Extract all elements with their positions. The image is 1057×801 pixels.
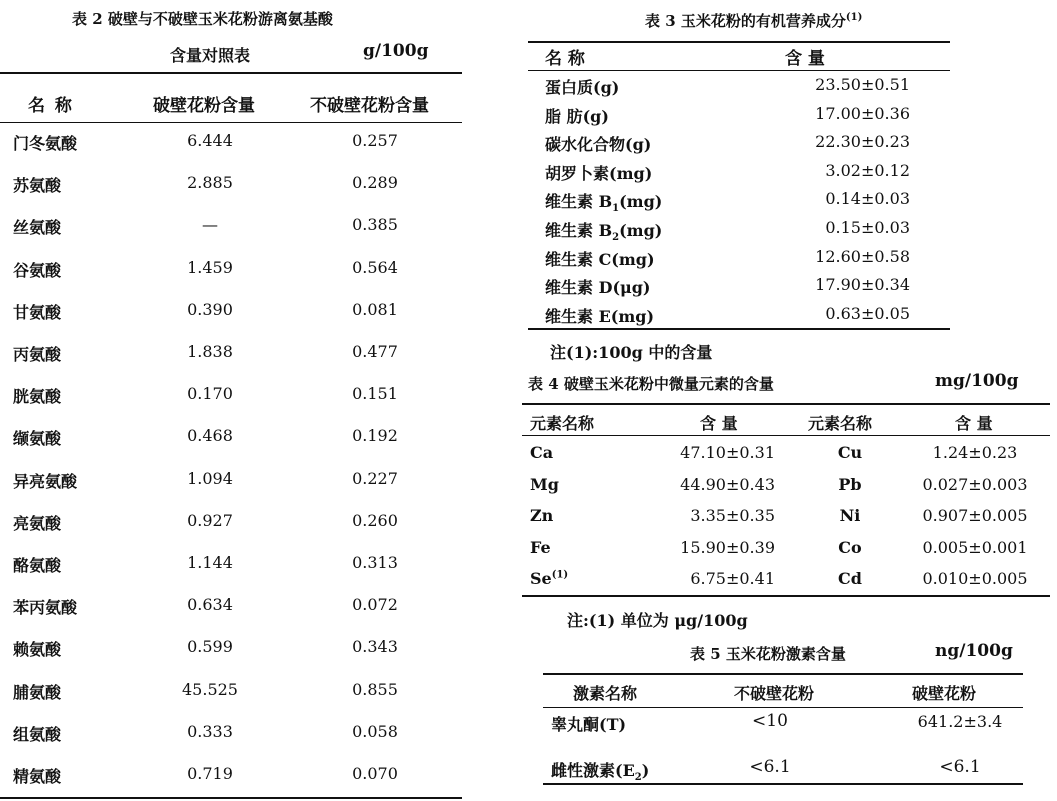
table2-cell-unbroken: 0.072 [352,595,398,615]
table4-caption: 表 4 破壁玉米花粉中微量元素的含量 [528,375,774,393]
table4-cell-element1: Fe [530,537,551,557]
table3-cell-name: 维生素 E(mg) [545,306,655,326]
table2-cell-broken: 1.144 [187,553,233,572]
table2-cell-unbroken: 0.343 [352,637,398,657]
table2-header-broken: 破壁花粉含量 [153,96,255,116]
table4-header-element1: 元素名称 [530,414,595,433]
table2-cell-unbroken: 0.070 [352,764,398,783]
table5-row2-name-text: 雌性激素(E [551,761,635,780]
table2-cell-name: 丝氨酸 [13,218,62,238]
table3-header-amount: 含 量 [785,49,825,69]
table5-caption: 表 5 玉米花粉激素含量 [690,645,846,663]
table2-header-rule [0,122,462,123]
table5-header-unbroken: 不破壁花粉 [734,684,815,703]
table5-row1-name: 睾丸酮(T) [551,715,627,734]
table3-cell-amount: 17.00±0.36 [815,103,910,123]
table2-cell-unbroken: 0.313 [352,553,398,572]
table2-cell-unbroken: 0.855 [352,679,398,699]
table2-caption-line2: 含量对照表 [170,46,251,65]
table3-caption-text: 表 3 玉米花粉的有机营养成分 [645,12,846,30]
table3-cell-amount: 0.15±0.03 [825,218,910,237]
table2-cell-broken: 6.444 [187,131,233,150]
table3-cell-amount: 17.90±0.34 [815,275,910,295]
table2-cell-broken: 0.468 [187,426,233,446]
table5-row2-close-paren: ) [641,761,650,780]
table3-header-name: 名 称 [545,49,585,69]
table5-row2-broken: <6.1 [939,757,981,777]
table2-cell-name: 胱氨酸 [13,387,62,407]
table3-caption-note-mark: (1) [845,12,863,23]
table4-cell-element2: Ni [839,506,861,525]
table4-header-rule [522,435,1050,436]
table4-cell-element2: Cu [837,443,863,462]
table2-cell-broken: 0.390 [187,299,233,319]
table2-header-name: 名 称 [28,96,74,116]
table2-cell-unbroken: 0.257 [352,131,398,150]
table3-cell-amount: 23.50±0.51 [815,75,910,94]
table4-unit: mg/100g [935,371,1019,391]
table4-bottom-rule [522,595,1050,597]
table4-cell-element2: Pb [838,474,862,494]
table5-row1-unbroken: <10 [752,711,788,731]
table4-top-rule [522,403,1050,405]
table4-cell-element1 [530,569,568,588]
table2-cell-name: 脯氨酸 [13,682,62,702]
table2-cell-name: 酪氨酸 [13,556,62,575]
table4-cell-amount2: 1.24±0.23 [932,443,1018,462]
table3-header-rule [528,70,950,71]
table3-cell-amount: 3.02±0.12 [825,160,910,180]
table4-cell-amount2: 0.907±0.005 [922,506,1028,525]
table4-cell-element1-text: Se [530,569,552,588]
table2-cell-unbroken: 0.151 [352,384,398,404]
table2-cell-name: 缬氨酸 [13,429,62,449]
table5-header-name: 激素名称 [573,684,638,703]
table3-cell-name [545,189,663,215]
table2-cell-name: 精氨酸 [13,767,62,786]
table3-cell-name: 胡罗卜素(mg) [545,163,653,183]
table3-cell-name: 脂 肪(g) [545,106,609,126]
table3-cell-subscript: 2 [612,232,620,244]
table2-cell-broken: 0.719 [187,764,233,783]
table2-cell-name: 组氨酸 [13,724,62,744]
table2-cell-unbroken: 0.385 [352,215,398,235]
table4-header-amount2: 含 量 [955,414,993,433]
table2-cell-unbroken: 0.260 [352,510,398,530]
table4-cell-amount2: 0.027±0.003 [922,474,1028,494]
table2-cell-name: 苏氨酸 [13,176,62,196]
table4-cell-element1: Ca [530,443,554,462]
table5-row2-unbroken: <6.1 [749,757,791,777]
table2-cell-broken: 0.333 [187,721,233,741]
table3-cell-name: 维生素 C(mg) [545,249,655,269]
table4-cell-amount1: 44.90±0.43 [680,474,775,494]
table2-cell-unbroken: 0.289 [352,173,398,193]
table4-cell-element2: Co [838,537,862,557]
table3-caption [645,10,862,31]
table3-cell-amount: 12.60±0.58 [815,246,910,266]
table2-cell-broken: 45.525 [182,679,238,699]
table3-cell-amount: 0.63±0.05 [825,303,910,323]
table3-cell-unit: (mg) [619,192,663,212]
table4-note: 注:(1) 单位为 μg/100g [567,611,748,630]
table2-top-rule [0,72,462,74]
table4-cell-amount2: 0.005±0.001 [922,537,1028,557]
table2-cell-unbroken: 0.564 [352,257,398,277]
table2-cell-name: 丙氨酸 [13,345,62,364]
table4-cell-amount1: 6.75±0.41 [690,569,775,588]
table4-cell-amount1: 47.10±0.31 [680,443,775,462]
table2-cell-name: 甘氨酸 [13,302,62,322]
table2-cell-name: 亮氨酸 [13,513,62,533]
table2-cell-name: 谷氨酸 [13,260,62,280]
table3-note: 注(1):100g 中的含量 [550,343,713,362]
table5-top-rule [543,673,1023,675]
table3-cell-name-text: 维生素 B [545,192,613,212]
table3-cell-unit: (mg) [619,221,663,240]
table5-header-broken: 破壁花粉 [912,684,977,703]
table3-top-rule [528,41,950,43]
table2-cell-unbroken: 0.227 [352,468,398,488]
table2-cell-unbroken: 0.192 [352,426,398,446]
table2-cell-unbroken: 0.081 [352,299,398,319]
table4-cell-element2: Cd [838,569,862,588]
table2-cell-name: 异亮氨酸 [13,471,78,491]
table5-row1-broken: 641.2±3.4 [917,712,1003,731]
table2-cell-broken: 0.927 [187,510,233,530]
table2-unit: g/100g [363,41,429,61]
table3-bottom-rule [528,328,950,330]
table2-cell-broken: 0.170 [187,384,233,404]
table4-cell-amount2: 0.010±0.005 [922,569,1028,588]
table2-cell-broken: 1.094 [187,468,233,488]
table2-cell-name: 苯丙氨酸 [13,598,78,618]
table2-cell-name: 赖氨酸 [13,640,62,660]
table2-cell-broken: 0.599 [187,637,233,657]
table2-cell-unbroken: 0.058 [352,721,398,741]
table4-cell-amount1: 15.90±0.39 [680,537,775,557]
table5-bottom-rule [543,783,1023,785]
table4-header-amount1: 含 量 [700,414,738,433]
table2-header-unbroken: 不破壁花粉含量 [310,96,429,116]
table3-cell-name: 碳水化合物(g) [545,135,652,155]
table2-caption-line1: 表 2 破壁与不破壁玉米花粉游离氨基酸 [72,10,333,28]
table2-cell-name: 门冬氨酸 [13,134,78,153]
table2-cell-broken: 0.634 [187,595,233,615]
table3-cell-amount: 0.14±0.03 [825,189,910,209]
table2-cell-broken: 1.838 [187,342,233,361]
table2-cell-broken: 2.885 [187,173,233,193]
table2-bottom-rule [0,797,462,799]
table4-cell-amount1: 3.35±0.35 [690,506,775,525]
table4-header-element2: 元素名称 [808,414,873,433]
table3-cell-name: 维生素 D(μg) [545,278,651,298]
table3-cell-name: 蛋白质(g) [545,78,620,97]
table2-cell-unbroken: 0.477 [352,342,398,361]
table5-header-rule [543,707,1023,708]
table3-cell-name [545,218,663,244]
table4-se-note-mark: (1) [551,569,569,581]
table3-cell-amount: 22.30±0.23 [815,132,910,152]
table3-cell-subscript: 1 [612,203,620,215]
table5-unit: ng/100g [935,641,1013,661]
table5-row2-subscript: 2 [634,772,642,784]
table2-cell-broken: 1.459 [187,257,233,277]
table2-cell-broken: — [202,215,218,235]
table5-row2-name [551,758,650,784]
table3-cell-name-text: 维生素 B [545,221,613,240]
table4-cell-element1: Zn [530,506,554,525]
table4-cell-element1: Mg [530,474,559,494]
